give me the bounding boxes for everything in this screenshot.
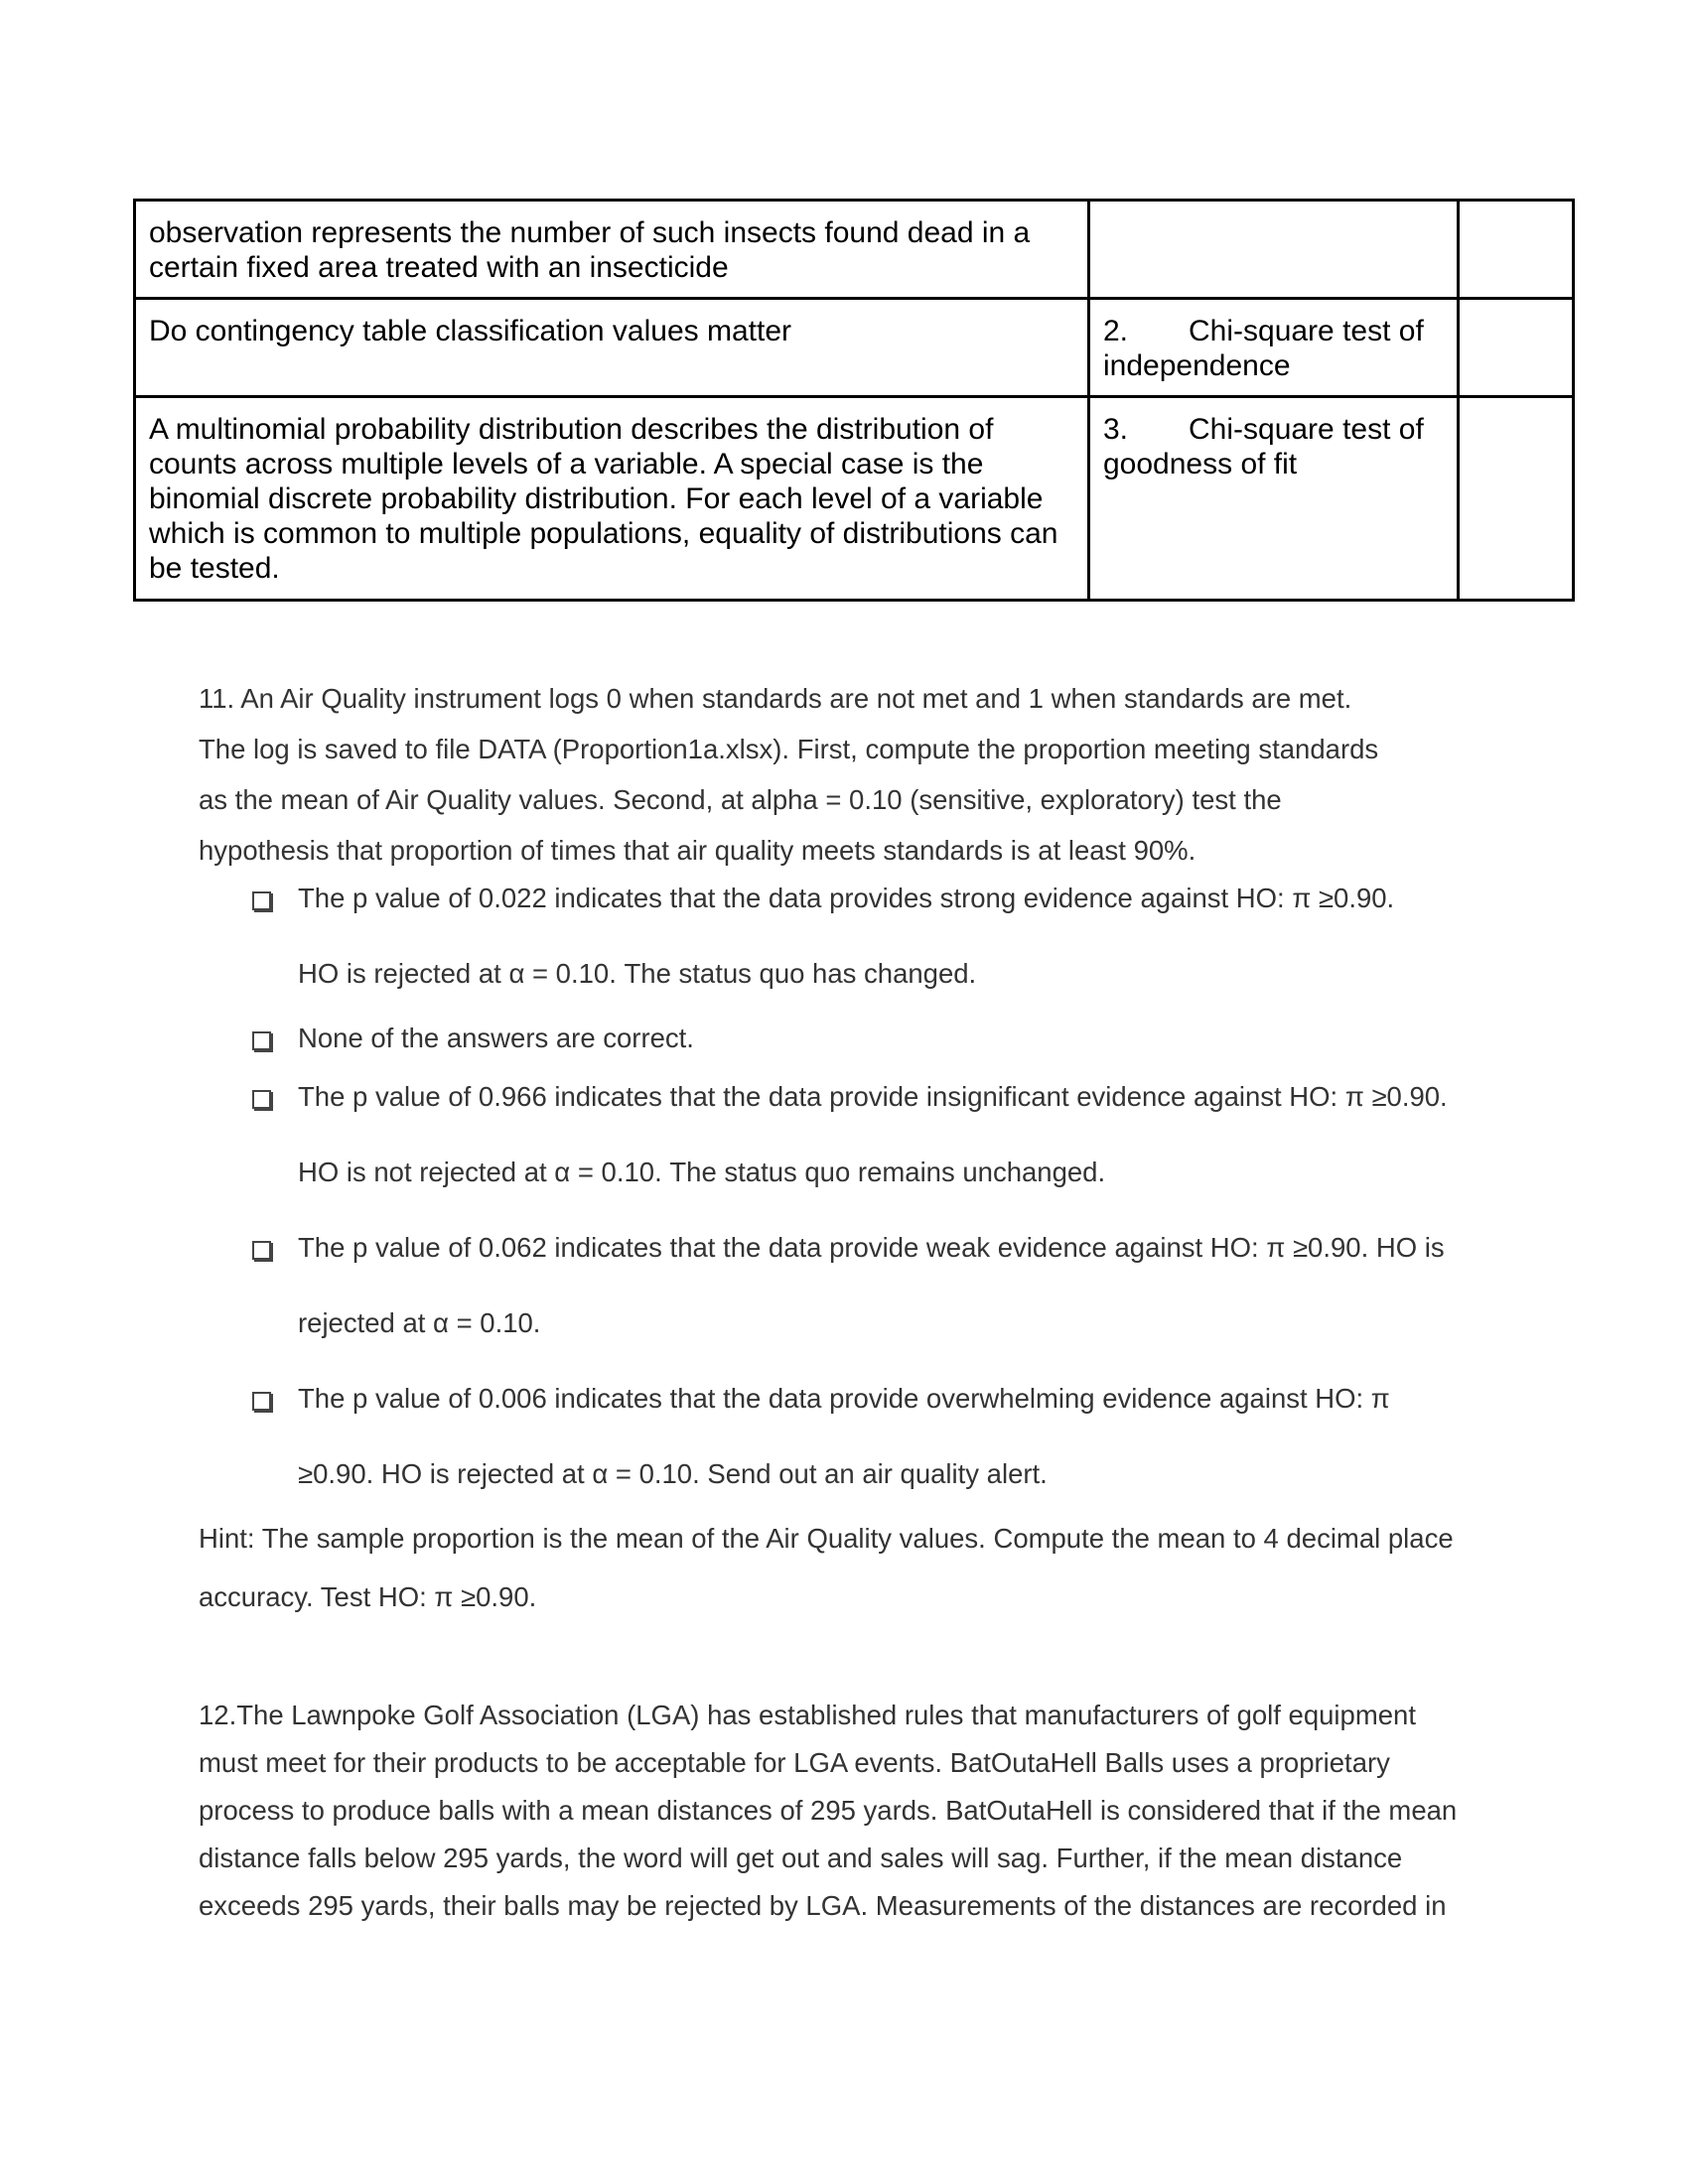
table-cell-description: observation represents the number of such insects found dead in a certain fixed area treated with an insecticide [135,201,1089,299]
question-line: hypothesis that proportion of times that air quality meets standards is at least 90%. [199,835,1196,866]
question-line: The log is saved to file DATA (Proportion1a.xlsx). First, compute the proportion meeting standards [199,734,1379,764]
test-name: Chi-square test of independence [1103,315,1424,382]
test-name: Chi-square test of goodness of fit [1103,413,1424,480]
checkbox-icon[interactable] [252,1031,271,1050]
table-cell-answer[interactable] [1459,299,1574,397]
option-text-line2: rejected at α = 0.10. [298,1307,541,1338]
checkbox-icon[interactable] [252,891,271,910]
question-line: as the mean of Air Quality values. Second, at alpha = 0.10 (sensitive, exploratory) test the [199,784,1282,815]
option-text-line2: HO is rejected at α = 0.10. The status quo has changed. [298,958,977,989]
test-number: 3. [1103,413,1129,446]
option-text-line1: The p value of 0.006 indicates that the data provide overwhelming evidence against HO: π [298,1383,1390,1414]
checkbox-icon[interactable] [252,1392,271,1411]
table-row [135,397,1574,601]
table-cell-answer[interactable] [1459,201,1574,299]
question-12-prompt [199,1692,1489,1930]
option-text-line1: The p value of 0.966 indicates that the data provide insignificant evidence against HO: π ≥0.90. [298,1081,1448,1112]
table-cell-test [1089,299,1459,397]
option-text-line1: None of the answers are correct. [298,1023,694,1053]
question-line: exceeds 295 yards, their balls may be rejected by LGA. Measurements of the distances are recorded in [199,1890,1447,1921]
table-cell-description: Do contingency table classification values matter [135,299,1089,397]
question-line: process to produce balls with a mean distances of 295 yards. BatOutaHell is considered that if the mean [199,1795,1458,1826]
option-text-line2: ≥0.90. HO is rejected at α = 0.10. Send out an air quality alert. [298,1458,1048,1489]
table-cell-test [1089,201,1459,299]
table-row [135,201,1574,299]
question-line: distance falls below 295 yards, the word will get out and sales will sag. Further, if the mean distance [199,1843,1403,1873]
hint-line2: accuracy. Test HO: π ≥0.90. [199,1581,537,1612]
hint-line1: Hint: The sample proportion is the mean of the Air Quality values. Compute the mean to 4 decimal place [199,1523,1454,1554]
question-line: must meet for their products to be acceptable for LGA events. BatOutaHell Balls uses a proprietary [199,1747,1390,1778]
table-cell-description: A multinomial probability distribution describes the distribution of counts across multiple levels of a variable. A special case is the binomial discrete probability distribution. For each level of a variable which is common to multiple populations, equality of distributions can be tested. [135,397,1089,601]
question-11-prompt [199,673,1489,876]
table-row [135,299,1574,397]
option-text-line1: The p value of 0.022 indicates that the data provides strong evidence against HO: π ≥0.90. [298,883,1395,913]
table-cell-test [1089,397,1459,601]
question-line: 12.The Lawnpoke Golf Association (LGA) has established rules that manufacturers of golf equipment [199,1700,1416,1730]
checkbox-icon[interactable] [252,1241,271,1260]
question-line: 11. An Air Quality instrument logs 0 when standards are not met and 1 when standards are met. [199,683,1352,714]
table-cell-answer[interactable] [1459,397,1574,601]
option-text-line1: The p value of 0.062 indicates that the data provide weak evidence against HO: π ≥0.90. HO is [298,1232,1445,1263]
checkbox-icon[interactable] [252,1090,271,1109]
test-number: 2. [1103,315,1129,347]
matching-table [133,199,1575,602]
option-text-line2: HO is not rejected at α = 0.10. The status quo remains unchanged. [298,1157,1106,1187]
